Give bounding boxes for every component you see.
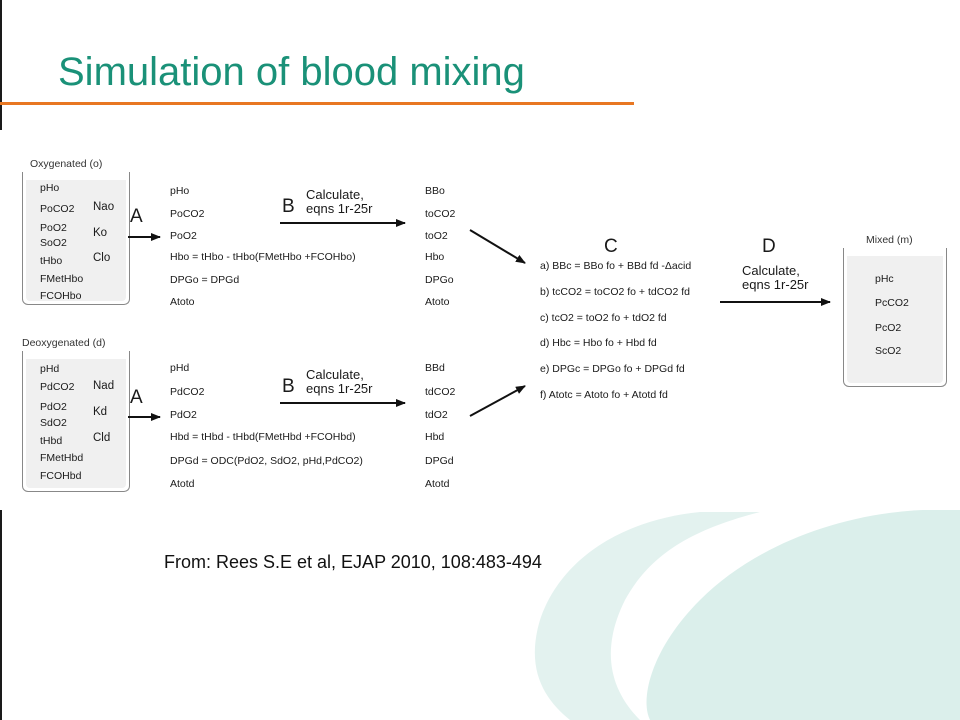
o-input-atot: Atoto: [170, 296, 195, 308]
d-output-dpg: DPGd: [425, 455, 454, 467]
mixed-var-pco2: PcCO2: [875, 297, 909, 309]
oxygenated-label: Oxygenated (o): [30, 158, 103, 170]
mixed-var-so2: ScO2: [875, 345, 902, 357]
o-input-po2: PoO2: [170, 230, 197, 242]
calc-b-d-line2: eqns 1r-25r: [306, 381, 373, 396]
step-a-oxygenated: A: [130, 206, 143, 227]
d-input-atot: Atotd: [170, 478, 195, 490]
o-var-so2: SoO2: [40, 237, 67, 249]
d-input-ph: pHd: [170, 362, 190, 374]
arrow-to-mix-oxygenated: [470, 230, 525, 263]
mixed-var-ph: pHc: [875, 273, 894, 285]
d-ion-na: Nad: [93, 380, 115, 392]
d-var-po2: PdO2: [40, 401, 67, 413]
o-output-to2: toO2: [425, 230, 448, 242]
d-var-ph: pHd: [40, 363, 60, 375]
o-output-tco2: toCO2: [425, 208, 456, 220]
figure-source-caption: From: Rees S.E et al, EJAP 2010, 108:483-494: [164, 552, 542, 572]
calc-b-o-line1: Calculate,: [306, 187, 364, 202]
o-input-hb: Hbo = tHbo - tHbo(FMetHbo +FCOHbo): [170, 251, 356, 263]
d-ion-cl: Cld: [93, 432, 111, 444]
title-underline: [0, 102, 634, 105]
o-output-bb: BBo: [425, 185, 445, 197]
mix-equation-a: a) BBc = BBo fo + BBd fd -Δacid: [540, 260, 692, 272]
o-output-dpg: DPGo: [425, 274, 454, 286]
o-ion-na: Nao: [93, 201, 115, 213]
d-ion-k: Kd: [93, 406, 108, 418]
d-input-pco2: PdCO2: [170, 386, 205, 398]
arrow-to-mix-deoxygenated: [470, 386, 525, 416]
calc-b-o-line2: eqns 1r-25r: [306, 201, 373, 216]
mix-equation-f: f) Atotc = Atoto fo + Atotd fd: [540, 389, 668, 401]
o-input-dpg: DPGo = DPGd: [170, 274, 240, 286]
d-output-tco2: tdCO2: [425, 386, 456, 398]
o-var-pco2: PoCO2: [40, 203, 75, 215]
d-output-atot: Atotd: [425, 478, 450, 490]
o-output-atot: Atoto: [425, 296, 450, 308]
d-var-thb: tHbd: [40, 435, 63, 447]
flow-arrows: [0, 130, 960, 510]
o-input-pco2: PoCO2: [170, 208, 205, 220]
d-input-hb: Hbd = tHbd - tHbd(FMetHbd +FCOHbd): [170, 431, 356, 443]
d-output-hb: Hbd: [425, 431, 445, 443]
step-a-deoxygenated: A: [130, 387, 143, 408]
d-var-so2: SdO2: [40, 417, 67, 429]
calc-d-line1: Calculate,: [742, 263, 800, 278]
mixing-diagram: [0, 130, 960, 510]
d-input-dpg: DPGd = ODC(PdO2, SdO2, pHd,PdCO2): [170, 455, 363, 467]
o-var-thb: tHbo: [40, 255, 63, 267]
mixed-label: Mixed (m): [866, 234, 913, 246]
calc-b-d-line1: Calculate,: [306, 367, 364, 382]
mix-equation-d: d) Hbc = Hbo fo + Hbd fd: [540, 337, 657, 349]
slide-title: Simulation of blood mixing: [58, 50, 525, 94]
calc-d-line2: eqns 1r-25r: [742, 277, 809, 292]
mix-equation-c: c) tcO2 = toO2 fo + tdO2 fd: [540, 312, 667, 324]
o-ion-cl: Clo: [93, 252, 111, 264]
o-var-fmethb: FMetHbo: [40, 273, 84, 285]
d-input-po2: PdO2: [170, 409, 197, 421]
mix-equation-b: b) tcCO2 = toCO2 fo + tdCO2 fd: [540, 286, 690, 298]
step-d: D: [762, 236, 776, 257]
d-output-bb: BBd: [425, 362, 445, 374]
o-var-fcohb: FCOHbo: [40, 290, 82, 302]
d-var-fmethb: FMetHbd: [40, 452, 84, 464]
deoxygenated-label: Deoxygenated (d): [22, 337, 106, 349]
mixed-var-po2: PcO2: [875, 322, 902, 334]
o-var-ph: pHo: [40, 182, 60, 194]
mix-equation-e: e) DPGc = DPGo fo + DPGd fd: [540, 363, 685, 375]
o-input-ph: pHo: [170, 185, 190, 197]
d-var-pco2: PdCO2: [40, 381, 75, 393]
o-output-hb: Hbo: [425, 251, 445, 263]
step-c: C: [604, 236, 618, 257]
d-var-fcohb: FCOHbd: [40, 470, 82, 482]
o-var-po2: PoO2: [40, 222, 67, 234]
step-b-deoxygenated: B: [282, 376, 295, 397]
d-output-to2: tdO2: [425, 409, 448, 421]
o-ion-k: Ko: [93, 227, 108, 239]
step-b-oxygenated: B: [282, 196, 295, 217]
